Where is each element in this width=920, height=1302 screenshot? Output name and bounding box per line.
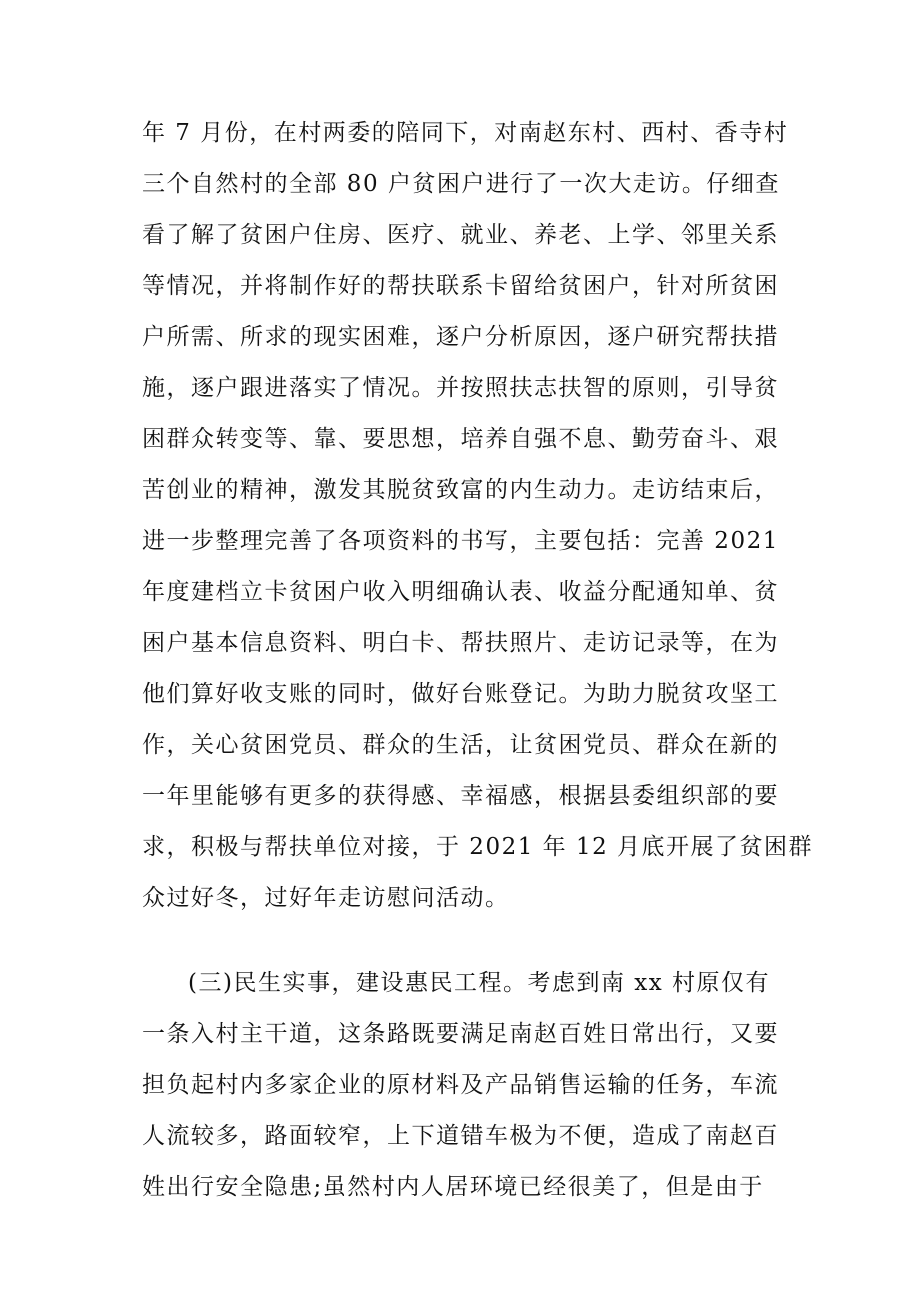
paragraph-1-line-13: 作，关心贫困党员、群众的生活，让贫困党员、群众在新的 xyxy=(142,732,779,758)
paragraph-1-line-5: 户所需、所求的现实困难，逐户分析原因，逐户研究帮扶措 xyxy=(142,324,779,350)
paragraph-1-line-2: 三个自然村的全部 80 户贫困户进行了一次大走访。仔细查 xyxy=(142,171,780,197)
paragraph-2-line-1: (三)民生实事，建设惠民工程。考虑到南 xx 村原仅有 xyxy=(188,970,771,996)
paragraph-1-line-15: 求，积极与帮扶单位对接，于 2021 年 12 月底开展了贫困群 xyxy=(142,834,814,860)
paragraph-1-line-10: 年度建档立卡贫困户收入明细确认表、收益分配通知单、贫 xyxy=(142,579,779,605)
paragraph-1-line-7: 困群众转变等、靠、要思想，培养自强不息、勤劳奋斗、艰 xyxy=(142,426,779,452)
paragraph-1-line-4: 等情况，并将制作好的帮扶联系卡留给贫困户，针对所贫困 xyxy=(142,273,779,299)
paragraph-1-line-9: 进一步整理完善了各项资料的书写，主要包括：完善 2021 xyxy=(142,528,779,554)
paragraph-1-line-12: 他们算好收支账的同时，做好台账登记。为助力脱贫攻坚工 xyxy=(142,681,779,707)
paragraph-2-line-2: 一条入村主干道，这条路既要满足南赵百姓日常出行，又要 xyxy=(142,1021,779,1047)
paragraph-2-line-3: 担负起村内多家企业的原材料及产品销售运输的任务，车流 xyxy=(142,1072,779,1098)
paragraph-2-line-4: 人流较多，路面较窄，上下道错车极为不便，造成了南赵百 xyxy=(142,1123,779,1149)
paragraph-2-line-5: 姓出行安全隐患;虽然村内人居环境已经很美了，但是由于 xyxy=(142,1174,764,1200)
paragraph-1-line-3: 看了解了贫困户住房、医疗、就业、养老、上学、邻里关系 xyxy=(142,222,779,248)
paragraph-1-line-16: 众过好冬，过好年走访慰问活动。 xyxy=(142,885,510,911)
paragraph-1-line-11: 困户基本信息资料、明白卡、帮扶照片、走访记录等，在为 xyxy=(142,630,779,656)
paragraph-1-line-6: 施，逐户跟进落实了情况。并按照扶志扶智的原则，引导贫 xyxy=(142,375,779,401)
paragraph-1-line-14: 一年里能够有更多的获得感、幸福感，根据县委组织部的要 xyxy=(142,783,779,809)
paragraph-1-line-1: 年 7 月份，在村两委的陪同下，对南赵东村、西村、香寺村 xyxy=(142,120,789,146)
paragraph-1-line-8: 苦创业的精神，激发其脱贫致富的内生动力。走访结束后， xyxy=(142,477,779,503)
